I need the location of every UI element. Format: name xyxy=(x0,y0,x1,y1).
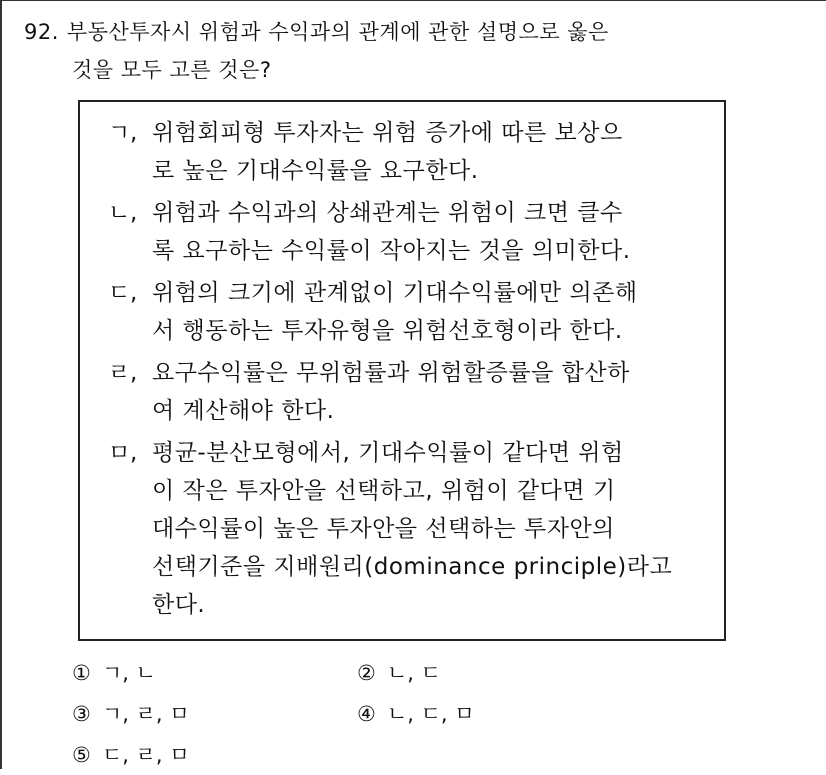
statement-box xyxy=(78,100,726,641)
question-stem-text: 부동산투자시 위험과 수익과의 관계에 관한 설명으로 옳은 xyxy=(66,20,609,44)
statement-item xyxy=(108,114,708,190)
statement-line: ㄹ, 요구수익률은 무위험률과 위험할증률을 합산하 xyxy=(108,354,708,392)
statement-marker: ㄹ xyxy=(108,360,131,386)
question-number: 92. xyxy=(24,20,59,44)
statement-text: 위험과 수익과의 상쇄관계는 위험이 크면 클수 xyxy=(152,200,623,226)
statement-line: 선택기준을 지배원리(dominance principle)라고 xyxy=(152,554,673,580)
statement-line: ㄴ, 위험과 수익과의 상쇄관계는 위험이 크면 클수 xyxy=(108,194,708,232)
statement-line: 대수익률이 높은 투자안을 선택하는 투자안의 xyxy=(152,516,615,542)
question-stem-line-2: 것을 모두 고른 것은? xyxy=(72,58,272,82)
statement-marker: ㄴ xyxy=(108,200,131,226)
statement-text: 위험회피형 투자자는 위험 증가에 따른 보상으 xyxy=(152,120,623,146)
option-number: ⑤ xyxy=(72,743,91,767)
statement-item xyxy=(108,194,708,270)
statement-line: 여 계산해야 한다. xyxy=(152,398,335,424)
statement-text: 위험의 크기에 관계없이 기대수익률에만 의존해 xyxy=(152,280,638,306)
option-text: ㄴ, ㄷ xyxy=(387,661,441,685)
statement-line: ㄷ, 위험의 크기에 관계없이 기대수익률에만 의존해 xyxy=(108,274,708,312)
statement-text: 평균-분산모형에서, 기대수익률이 같다면 위험 xyxy=(152,440,624,466)
statement-marker: ㄷ xyxy=(108,280,131,306)
option-text: ㄴ, ㄷ, ㅁ xyxy=(387,702,475,726)
statement-line: ㅁ, 평균-분산모형에서, 기대수익률이 같다면 위험 xyxy=(108,434,708,472)
answer-option-2[interactable] xyxy=(357,653,441,693)
option-text: ㄱ, ㄴ xyxy=(102,661,156,685)
statement-text: 요구수익률은 무위험률과 위험할증률을 합산하 xyxy=(152,360,630,386)
statement-line: 록 요구하는 수익률이 작아지는 것을 의미한다. xyxy=(152,238,631,264)
option-text: ㄷ, ㄹ, ㅁ xyxy=(102,743,190,767)
statement-item xyxy=(108,354,708,430)
statement-line: ㄱ, 위험회피형 투자자는 위험 증가에 따른 보상으 xyxy=(108,114,708,152)
option-number: ② xyxy=(357,661,376,685)
answer-option-1[interactable] xyxy=(72,653,156,693)
question-stem-line-1 xyxy=(24,17,784,47)
option-number: ③ xyxy=(72,702,91,726)
statement-item xyxy=(108,434,708,624)
answer-option-3[interactable] xyxy=(72,694,190,734)
option-number: ① xyxy=(72,661,91,685)
answer-option-5[interactable] xyxy=(72,735,190,775)
statement-line: 로 높은 기대수익률을 요구한다. xyxy=(152,158,479,184)
statement-line: 한다. xyxy=(152,592,206,618)
option-number: ④ xyxy=(357,702,376,726)
statement-marker: ㄱ xyxy=(108,120,131,146)
statement-line: 이 작은 투자안을 선택하고, 위험이 같다면 기 xyxy=(152,478,616,504)
statement-item xyxy=(108,274,708,350)
statement-line: 서 행동하는 투자유형을 위험선호형이라 한다. xyxy=(152,318,623,344)
answer-option-4[interactable] xyxy=(357,694,475,734)
option-text: ㄱ, ㄹ, ㅁ xyxy=(102,702,190,726)
question xyxy=(24,17,784,85)
statement-marker: ㅁ xyxy=(108,440,131,466)
